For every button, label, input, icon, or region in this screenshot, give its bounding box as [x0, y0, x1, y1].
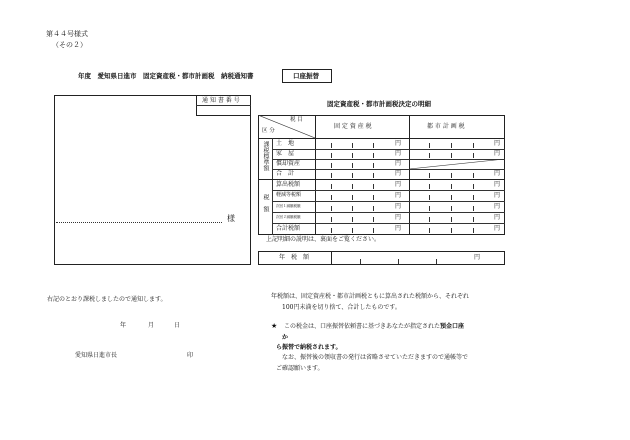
- seal-mark: 印: [187, 352, 194, 359]
- name-dotted-line: [56, 222, 222, 223]
- digit-tick: [473, 184, 474, 189]
- digit-tick: [373, 184, 374, 189]
- row-label-land: 土 地: [276, 140, 295, 147]
- table-title: 固定資産税・都市計画税決定の明細: [327, 100, 431, 108]
- digit-tick: [473, 173, 474, 178]
- notice-statement: 右記のとおり課税しましたので通知します。: [47, 296, 167, 303]
- address-box: [54, 95, 251, 265]
- auto-debit-line-1: [284, 324, 464, 330]
- payment-method-box: [282, 69, 332, 83]
- auto-debit-text: この税金は、口座振替依頼書に基づきあなたが指定された: [284, 323, 441, 330]
- group-label-tax-amount: 税額: [262, 194, 269, 218]
- row-line-8: [272, 223, 505, 224]
- digit-tick: [352, 163, 353, 168]
- yen-unit: 円: [494, 225, 501, 232]
- row-label-total-tax: 合計税額: [276, 225, 301, 232]
- digit-tick: [451, 143, 452, 148]
- yen-unit: 円: [494, 170, 501, 177]
- annual-digit-tick: [360, 259, 361, 264]
- mayor-title: 愛知県日進市長: [75, 352, 118, 359]
- digit-tick: [331, 206, 332, 211]
- notice-number-label: 通 知 書 番 号: [202, 97, 240, 104]
- date-year: 年: [120, 322, 127, 329]
- annual-digit-tick: [436, 259, 437, 264]
- digit-tick: [373, 228, 374, 233]
- digit-tick: [473, 195, 474, 200]
- yen-unit: 円: [494, 214, 501, 221]
- digit-tick: [429, 143, 430, 148]
- digit-tick: [451, 217, 452, 222]
- form-sub-number: （その２）: [52, 41, 87, 49]
- col-header-fixed-asset: 固 定 資 産 税: [334, 123, 372, 130]
- digit-tick: [373, 163, 374, 168]
- header-divider: [258, 138, 505, 139]
- digit-tick: [331, 143, 332, 148]
- digit-tick: [451, 153, 452, 158]
- col-divider-1: [315, 115, 316, 235]
- row-line-6: [272, 201, 505, 202]
- corner-bottom-label: 区 分: [262, 128, 275, 134]
- digit-tick: [352, 228, 353, 233]
- digit-tick: [429, 195, 430, 200]
- star-icon: ★: [271, 322, 278, 330]
- yen-unit: 円: [395, 181, 402, 188]
- yen-unit: 円: [494, 140, 501, 147]
- digit-tick: [373, 206, 374, 211]
- digit-tick: [373, 143, 374, 148]
- yen-unit: 円: [395, 160, 402, 167]
- row-line-7: [272, 212, 505, 213]
- explanation-line-2: 100円未満を切り捨て、合計したものです。: [282, 304, 401, 311]
- digit-tick: [429, 228, 430, 233]
- annual-tax-unit: 円: [474, 254, 481, 261]
- digit-tick: [451, 195, 452, 200]
- explanation-line-1: 年税額は、固定資産税・都市計画税ともに算出された税額から、それぞれ: [271, 293, 470, 300]
- row-line-1: [272, 149, 505, 150]
- digit-tick: [331, 153, 332, 158]
- digit-tick: [451, 228, 452, 233]
- digit-tick: [373, 195, 374, 200]
- digit-tick: [331, 173, 332, 178]
- digit-tick: [473, 143, 474, 148]
- yen-unit: 円: [494, 203, 501, 210]
- digit-tick: [429, 173, 430, 178]
- digit-tick: [331, 163, 332, 168]
- receipt-note-line-1: なお、振替後の領収書の発行は省略させていただきますので通帳等で: [282, 354, 469, 361]
- row-line-3: [272, 169, 505, 170]
- digit-tick: [331, 184, 332, 189]
- date-month: 月: [148, 322, 155, 329]
- digit-tick: [352, 184, 353, 189]
- corner-diagonal: [258, 115, 315, 138]
- digit-tick: [373, 173, 374, 178]
- digit-tick: [331, 228, 332, 233]
- digit-tick: [429, 153, 430, 158]
- row-line-5: [272, 190, 505, 191]
- row-label-total: 合 計: [276, 170, 295, 177]
- digit-tick: [352, 143, 353, 148]
- yen-unit: 円: [395, 150, 402, 157]
- bank-account-emphasis: 預金口座: [440, 323, 465, 330]
- row-label-next-reduction-2: 次回２減額税額: [276, 215, 301, 219]
- receipt-note-line-2: ご確認願います。: [276, 365, 324, 372]
- group-label-tax-base: 課税標準額: [262, 141, 269, 171]
- row-label-next-reduction-1: 次回１減額税額: [276, 204, 301, 208]
- digit-tick: [331, 217, 332, 222]
- date-day: 日: [174, 322, 181, 329]
- auto-debit-line-2: か: [282, 334, 289, 341]
- col-header-city-planning: 都 市 計 画 税: [427, 123, 465, 130]
- digit-tick: [373, 153, 374, 158]
- yen-unit: 円: [494, 192, 501, 199]
- digit-tick: [352, 206, 353, 211]
- digit-tick: [429, 217, 430, 222]
- depreciable-city-slash: [409, 159, 505, 169]
- digit-tick: [451, 206, 452, 211]
- digit-tick: [473, 228, 474, 233]
- annual-digit-tick: [398, 259, 399, 264]
- digit-tick: [352, 195, 353, 200]
- digit-tick: [373, 217, 374, 222]
- notice-title: 年度 愛知県日進市 固定資産税・都市計画税 納税通知書: [78, 72, 254, 80]
- yen-unit: 円: [395, 214, 402, 221]
- row-label-depreciable: 償却資産: [276, 160, 301, 167]
- yen-unit: 円: [395, 140, 402, 147]
- form-number: 第４４号様式: [46, 30, 88, 38]
- yen-unit: 円: [395, 170, 402, 177]
- group-col-divider: [272, 138, 273, 235]
- group-divider: [258, 179, 505, 180]
- table-note: 上記明細の説明は、裏面をご覧ください。: [266, 236, 381, 243]
- yen-unit: 円: [395, 225, 402, 232]
- row-label-building: 家 屋: [276, 150, 295, 157]
- notice-number-divider: [196, 105, 251, 106]
- corner-top-label: 税 目: [290, 117, 303, 123]
- digit-tick: [473, 217, 474, 222]
- digit-tick: [451, 184, 452, 189]
- digit-tick: [473, 153, 474, 158]
- annual-tax-label: 年 税 額: [279, 254, 310, 261]
- sama-honorific: 様: [227, 214, 235, 223]
- yen-unit: 円: [494, 150, 501, 157]
- digit-tick: [451, 173, 452, 178]
- yen-unit: 円: [395, 203, 402, 210]
- row-label-computed-tax: 算出税額: [276, 181, 301, 188]
- digit-tick: [429, 206, 430, 211]
- digit-tick: [473, 206, 474, 211]
- digit-tick: [352, 173, 353, 178]
- yen-unit: 円: [395, 192, 402, 199]
- row-label-reduction: 軽減等税額: [276, 192, 302, 198]
- payment-method-label: 口座振替: [293, 72, 319, 80]
- annual-tax-divider: [331, 251, 332, 265]
- digit-tick: [352, 217, 353, 222]
- yen-unit: 円: [494, 181, 501, 188]
- digit-tick: [429, 184, 430, 189]
- digit-tick: [331, 195, 332, 200]
- col-divider-2: [409, 115, 410, 235]
- auto-debit-line-3: ら振替で納税されます。: [276, 344, 342, 351]
- digit-tick: [352, 153, 353, 158]
